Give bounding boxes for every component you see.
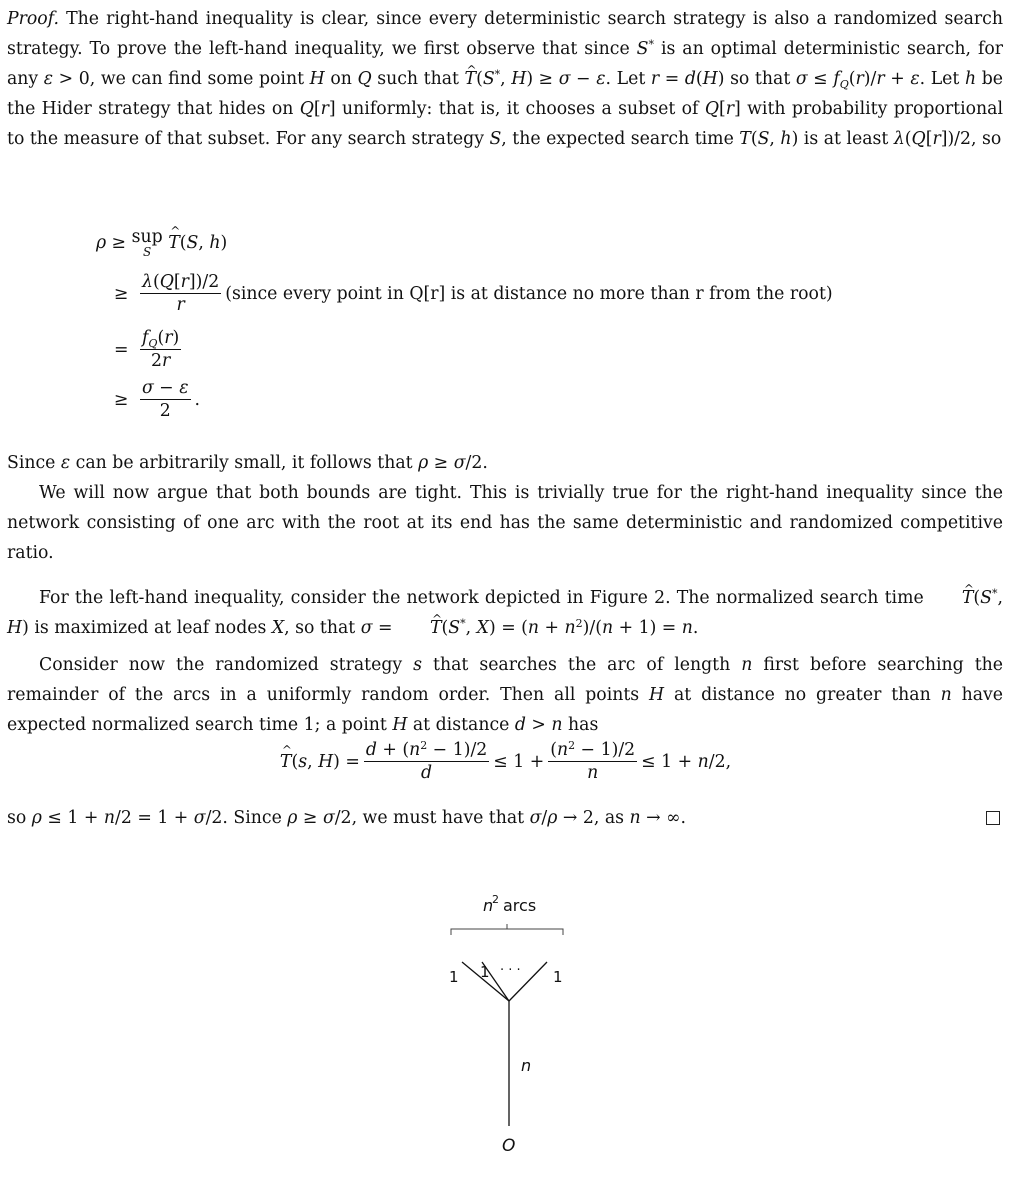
leaf-dots: · · ·	[500, 963, 521, 978]
leaf-weight-left-1: 1	[449, 968, 459, 986]
derivation-line-1: ρ ≥ sup S ^ T(S, h)	[96, 228, 227, 258]
arcs-brace	[451, 924, 563, 935]
proof-paragraph-2: Since ε can be arbitrarily small, it follows that ρ ≥ σ/2.	[7, 453, 488, 473]
leaf-weight-right: 1	[553, 968, 563, 986]
trunk-length-label: n	[521, 1056, 532, 1075]
svg-text:n: n	[483, 896, 494, 915]
root-label: O	[502, 1136, 516, 1156]
proof-paragraph-4: For the left-hand inequality, consider the network depicted in Figure 2. The normalized search time ^ T(S*, H) is maximized at leaf nodes X, so that σ = ^ T(S*, $X) = (n + n^2)/(n + 1) = n$.	[7, 583, 1003, 643]
arcs-label	[483, 893, 536, 915]
arcs-label-text: arcs	[503, 896, 537, 915]
derivation-line-3: = $\frac{f_Q(r)}{2r}$	[114, 328, 180, 371]
proof-paragraph-1: Proof. The right-hand inequality is clear, since every deterministic search strategy is also a randomized search strategy. To prove the left-hand inequality, we first observe that since S* is an optimal deterministic search, for any ε > 0, we can find some point H on Q such that ^ T(S*, H) ≥ σ − ε. Let r = d(H) so that $\sigma \le f_Q(r)/r + \varepsilon$. Let h be the Hider strategy that hides on Q[r] uniformly: that is, it chooses a subset of Q[r] with probability proportional to the measure of that subset. For any search strategy S, the expected search time T(S, h) is at least λ(Q[r])/2, so	[7, 4, 1003, 154]
derivation-line-4: ≥ $\frac{\sigma - \varepsilon}{2}$ .	[114, 378, 201, 421]
leaf-weight-left-2: 1	[480, 963, 490, 981]
proof-paragraph-3: We will now argue that both bounds are tight. This is trivially true for the right-hand inequality since the network consisting of one arc with the root at its end has the same deterministic and randomized competitive ratio.	[7, 483, 1003, 563]
proof-paragraph-5: Consider now the randomized strategy s that searches the arc of length n first before searching the remainder of the arcs in a uniformly random order. Then all points H at distance no greater than n have expected normalized search time 1; a point H at distance d > n has	[7, 655, 1003, 735]
svg-text:2: 2	[492, 893, 499, 906]
proof-paragraph-6: so ρ ≤ 1 + n/2 = 1 + σ/2. Since ρ ≥ σ/2, we must have that σ/ρ → 2, as n → ∞.	[7, 808, 687, 828]
proof-label: Proof.	[7, 9, 59, 29]
equation-normalized-time: ^ T(s, H) = $\frac{d + (n^2 - 1)/2}{d}$ ≤ 1 + $\frac{(n^2 - 1)/2}{n}$ ≤ 1 + n/2,	[0, 740, 1011, 783]
derivation-note: (since every point in Q[r] is at distance no more than r from the root)	[225, 283, 833, 304]
derivation-line-2: ≥ $\frac{\lambda(Q[r])/2}{r}$ (since every point in Q[r] is at distance no more than r from the root)	[114, 272, 833, 315]
